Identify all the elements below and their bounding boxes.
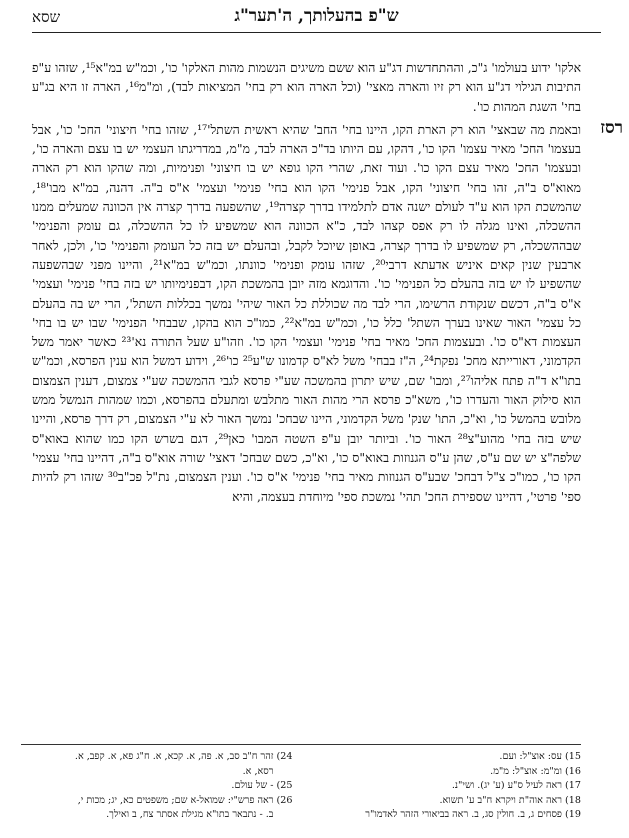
footnote-text: ב. - נתבאר בתו"א מגילת אסתר צח, ב ואילך.: [106, 809, 274, 820]
footnote-text: רסא, א.: [242, 765, 274, 777]
footnote-text: זהר ח"ב סב, א. פה, א. קכא, א. ח"ג פא, א. קפב, א.: [74, 751, 274, 762]
footnote-text: עס: אוצ"ל: ועם.: [499, 751, 562, 762]
footnote-24-cont: [32, 765, 293, 780]
footnote-text: ראה אוה"ת ויקרא ח"ב ע' תשוא.: [439, 794, 562, 806]
main-text: [32, 58, 581, 506]
margin-marker: רסז: [600, 118, 623, 138]
paragraph-2: ובאמת מה שבאצי' הוא רק הארת הקו, היינו בחי' החב' שהיא ראשית השתל'¹⁷, שזהו בחי' חיצוני' החכ' כו', אבל בעצמו' החכ' מאיר עצמו' הקו כו', דהקו, עם היותו בד"כ הארה לבד, מ"מ, במדריגתו העצמי יש בו עצם והארה כו', ובעצמו' החכ' מאיר עצם הקו כו'. ועוד זאת, שהרי הקו גופא יש בו חיצוני' ופנימיות, ומה שהקו הוא רק הארה מאוא"ס ב"ה, זהו בחי' חיצוני' הקו, אבל פנימי' הקו הוא בחי' פנימי' ועצמי' א"ס ב"ה. דהנה, במ"א מבו'¹⁸, שהמשכת הקו הוא ע"ד לעולם ישנה אדם לתלמידו בדרך קצרה¹⁹, שהשפעה בדרך קצרה אין הכוונה שמעלים ממנו ההשכלה, ואינו מגלה לו רק אפס קצהו לבד, כ"א הכוונה הוא שמשפיע לו כל ההשכלה, גם עומק והפנימי' שבההשכלה, רק שמשפיע לו בדרך קצרה, באופן שיוכל לקבל, ובהעלם יש בזה כל העומק והפנימי' כו', ולכן, לאחר ארבעין שנין קאים איניש אדעתא דרבי²⁰, שזהו עומק ופנימי' כוונתו, וכמ"ש במ"א²¹, והיינו מפני שבהשפעה שהשפיע לו יש בזה בהעלם כל הפנימי' כו'. והדוגמא מזה יובן בהמשכת הקו, דבפנימיותו יש בזה בחי' פנימי' ועצמי' א"ס ב"ה, דכשם שנקודת הרשימו, הרי לבד מה שכוללת כל האור שיהי' נמשך בכללות השתל', הרי יש בה בהעלם כל עצמי' האור שאינו בערך השתל' כלל כו', וכמ"ש במ"א²², כמו"כ הוא בהקו, שבבחי' הפנימי' שבו יש בו בחי' העצמות דא"ס כו'. ובעצמות החכ' מאיר בחי' פנימי' ועצמי' הקו כו'. וזהו"ע שעל התורה נא'²³ כאשר יאמר משל הקדמוני, דאורייתא מחכ' נפקת²⁴, ה"ז בבחי' משל לא"ס קדמונו ש"ע²⁵ כו'²⁶, וידוע דמשל הוא ענין הפרסא, וכמ"ש בתו"א ד"ה פתח אליהו²⁷, ומבו' שם, שיש יתרון בהמשכה שע"י פרסא לגבי ההמשכה שע"י צמצום, דענין הצמצום הוא סילוק האור והעדרו כו', משא"כ פרסא הרי מהות האור מתלבש ומתעלם בהפרסא, וכמו שמהות הנמשל ממש מלובש בהמשל כו', וא"כ, התו' שנק' משל הקדמוני, היינו שבחכ' נמשך האור לא ע"י הצמצום, רק דרך פרסא, והיינו שיש בזה בחי' מהוע"צ²⁸ האור כו'. וביותר יובן ע"פ השטה המבו' כאן²⁹, דגם בשרש הקו כמו שהוא באוא"ס שלפה"צ יש שם ע"ס, שהן ע"ס הגנוזות באוא"ס כו', וא"כ, כשם שבחכ' דאצי' שורה אוא"ס ב"ה, דהיינו בחי' עצמי' הקו כו', כמו"כ צ"ל דבחכ' שבע"ס הגנוזות מאיר בחי' פנימי' א"ס כו'. וענין הצמצום, נת"ל פכ"ב³⁰ שזהו רק להיות ספי' פרטי', דהיינו שספירת החכ' תהי' נמשכת ספי' מיוחדת בעצמה, והיא: [32, 121, 582, 504]
footnote-number: 26): [276, 794, 293, 806]
footnotes-right-column: [321, 750, 582, 823]
footnote-number: 24): [276, 751, 293, 762]
footnote-26: [32, 794, 293, 809]
footnote-text: ומ"מ: אוצ"ל: מ"מ.: [490, 765, 562, 777]
running-header: [32, 6, 601, 33]
footnote-15: [321, 750, 582, 765]
footnote-number: 15): [565, 751, 581, 762]
footnote-divider: [21, 744, 581, 745]
footnote-number: 16): [565, 765, 581, 777]
paragraph-1: אלקו' ידוע בעולמו' ג"כ, וההתחדשות דג"ע הוא ששם משיגים הנשמות מהות האלקו' כו', וכמ"ש במ"א¹⁵, שזהו ע"פ התיבות הגילוי דג"ע הוא רק זיו והארה מאצי' (וכל הארה הוא רק בחי' המציאות לבד), ומ"מ¹⁶, הארה זו היא בג"ע בחי' השגת המהות כו'.: [32, 60, 582, 114]
footnote-number: 25): [276, 780, 293, 791]
page-number: שסא: [32, 8, 61, 26]
footnote-19: [321, 808, 582, 823]
footnote-24: [32, 750, 293, 765]
footnotes-left-column: [32, 750, 293, 823]
footnote-16: [321, 765, 582, 780]
footnote-number: 18): [565, 794, 581, 806]
footnote-text: פסחים ג, ב. חולין סג, ב. ראה בביאורי הזהר לאדמו"ר: [365, 809, 562, 820]
footnote-number: 17): [565, 780, 581, 791]
footnote-17: [321, 779, 582, 794]
footnote-25: [32, 779, 293, 794]
footnote-text: - של עולם.: [231, 780, 274, 791]
running-title: ש"פ בהעלותך, ה'תער"ג: [234, 6, 399, 26]
footnote-18: [321, 794, 582, 809]
footnote-text: ראה לעיל ס"ע (ע' יג). ושי"נ.: [451, 780, 562, 791]
footnote-26-cont: [32, 808, 293, 823]
footnote-number: 19): [565, 809, 581, 820]
footnotes: [32, 750, 581, 823]
footnote-text: ראה פרש"י: שמואל-א שם; משפטים כא, יג; מכות י,: [77, 794, 274, 806]
